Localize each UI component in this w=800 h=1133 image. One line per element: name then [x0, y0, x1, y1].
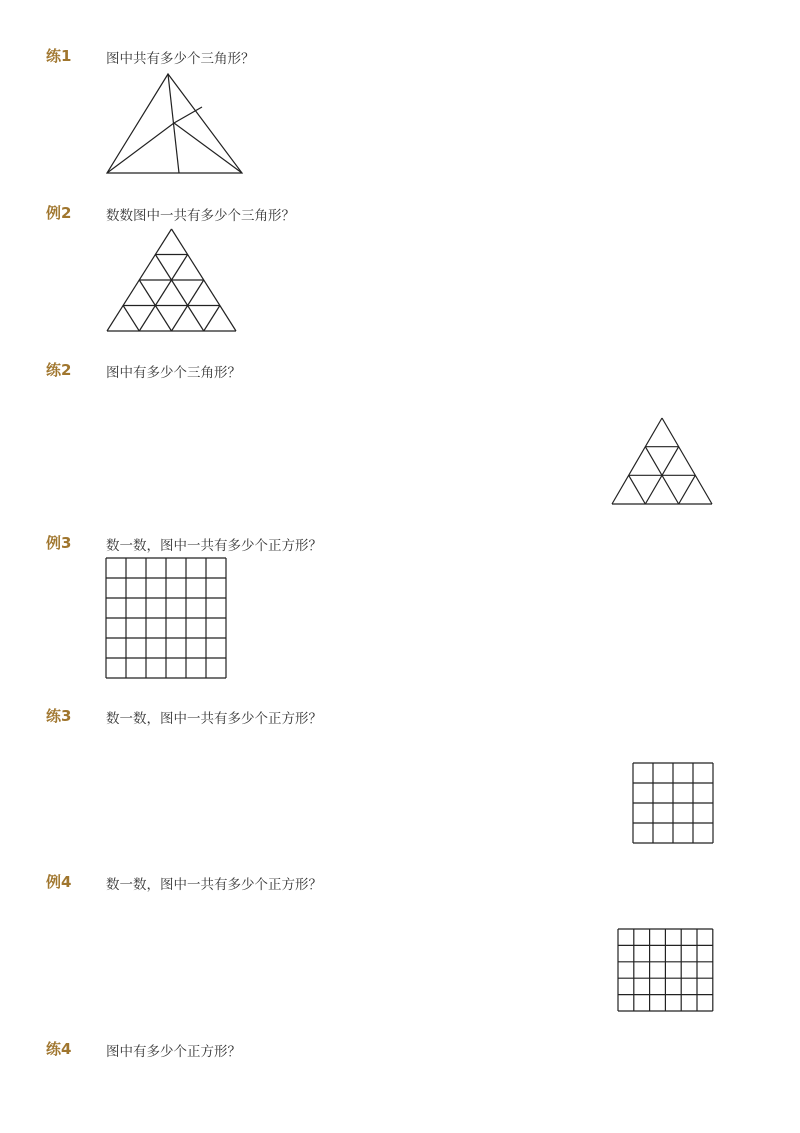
problem-label: 练2	[46, 361, 72, 379]
problem-label: 练3	[46, 707, 72, 725]
problem-question: 图中有多少个正方形？	[106, 1044, 241, 1060]
problem-label: 练1	[46, 47, 72, 65]
problem-question: 图中共有多少个三角形？	[106, 51, 255, 67]
problem-question: 数一数，图中一共有多少个正方形？	[106, 711, 322, 727]
problem-label: 练4	[46, 1040, 72, 1058]
figure-triangle-grid-3	[611, 417, 714, 505]
figure-square-grid-4x4	[632, 762, 714, 844]
figure-triangle-grid-4	[106, 228, 238, 332]
problem-label: 例3	[46, 534, 72, 552]
figure-triangle-divided	[106, 73, 244, 175]
problem-question: 数数图中一共有多少个三角形？	[106, 208, 295, 224]
problem-label: 例2	[46, 204, 72, 222]
problem-question: 数一数，图中一共有多少个正方形？	[106, 877, 322, 893]
figure-square-grid-6x6	[105, 557, 227, 679]
problem-question: 数一数，图中一共有多少个正方形？	[106, 538, 322, 554]
problem-label: 例4	[46, 873, 72, 891]
figure-rect-grid-6x5	[617, 928, 714, 1012]
problem-question: 图中有多少个三角形？	[106, 365, 241, 381]
